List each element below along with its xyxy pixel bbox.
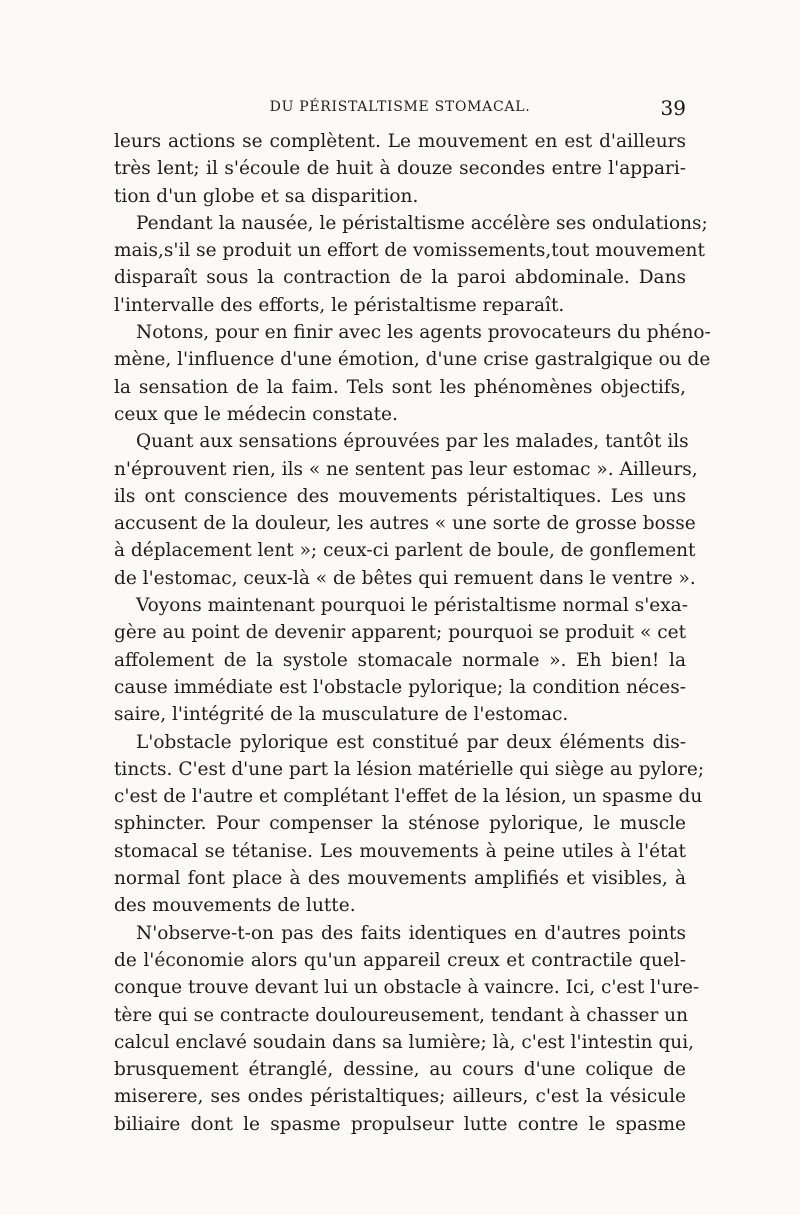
page-number: 39 — [660, 96, 686, 120]
running-head — [114, 98, 686, 124]
body-text — [114, 128, 711, 1138]
text-line: des mouvements de lutte. — [114, 895, 356, 917]
text-line: mène, l'influence d'une émotion, d'une crise gastralgique ou de — [114, 349, 711, 371]
text-line: leurs actions se complètent. Le mouvement en est d'ailleurs — [114, 131, 686, 152]
text-line: N'observe-t-on pas des faits identiques en d'autres points — [136, 922, 686, 944]
text-line: l'intervalle des efforts, le péristaltisme reparaît. — [114, 294, 565, 316]
text-line: ils ont conscience des mouvements péristaltiques. Les uns — [114, 485, 686, 507]
text-line: tion d'un globe et sa disparition. — [114, 185, 419, 207]
text-line: stomacal se tétanise. Les mouvements à peine utiles à l'état — [114, 840, 686, 862]
text-line: très lent; il s'écoule de huit à douze secondes entre l'appari- — [114, 158, 686, 180]
text-line: gère au point de devenir apparent; pourquoi se produit « cet — [114, 622, 686, 644]
text-line: cause immédiate est l'obstacle pylorique; la condition néces- — [114, 676, 686, 698]
text-line: biliaire dont le spasme propulseur lutte contre le spasme — [114, 1113, 686, 1135]
text-line: la sensation de la faim. Tels sont les phénomènes objectifs, — [114, 376, 686, 398]
text-line: Voyons maintenant pourquoi le péristaltisme normal s'exa- — [136, 595, 688, 617]
text-line: Quant aux sensations éprouvées par les malades, tantôt ils — [136, 431, 689, 453]
text-line: brusquement étranglé, dessine, au cours d'une colique de — [114, 1059, 686, 1081]
text-line: de l'économie alors qu'un appareil creux et contractile quel- — [114, 949, 686, 971]
text-line: à déplacement lent »; ceux-ci parlent de boule, de gonflement — [114, 540, 696, 562]
text-line: miserere, ses ondes péristaltiques; ailleurs, c'est la vésicule — [114, 1086, 686, 1108]
text-line: tincts. C'est d'une part la lésion matérielle qui siège au pylore; — [114, 758, 705, 780]
text-line: tère qui se contracte douloureusement, tendant à chasser un — [114, 1004, 688, 1026]
text-line: affolement de la systole stomacale normale ». Eh bien! la — [114, 649, 686, 671]
text-line: disparaît sous la contraction de la paroi abdominale. Dans — [114, 267, 686, 289]
text-line: Notons, pour en finir avec les agents provocateurs du phéno- — [136, 322, 711, 344]
text-line: ceux que le médecin constate. — [114, 403, 398, 425]
running-title: DU PÉRISTALTISME STOMACAL. — [269, 99, 531, 115]
text-line: de l'estomac, ceux-là « de bêtes qui remuent dans le ventre ». — [114, 567, 696, 589]
text-line: n'éprouvent rien, ils « ne sentent pas leur estomac ». Ailleurs, — [114, 458, 698, 480]
text-line: normal font place à des mouvements amplifiés et visibles, à — [114, 868, 686, 890]
text-line: c'est de l'autre et complétant l'effet de la lésion, un spasme du — [114, 786, 703, 808]
text-line: accusent de la douleur, les autres « une sorte de grosse bosse — [114, 513, 696, 535]
text-line: saire, l'intégrité de la musculature de l'estomac. — [114, 704, 569, 726]
text-line: mais,s'il se produit un effort de vomissements,tout mouvement — [114, 240, 705, 262]
text-line: L'obstacle pylorique est constitué par deux éléments dis- — [136, 731, 686, 753]
text-line: sphincter. Pour compenser la sténose pylorique, le muscle — [114, 813, 686, 835]
text-line: Pendant la nausée, le péristaltisme accélère ses ondulations; — [136, 212, 708, 234]
text-line: calcul enclavé soudain dans sa lumière; là, c'est l'intestin qui, — [114, 1031, 694, 1053]
text-line: conque trouve devant lui un obstacle à vaincre. Ici, c'est l'ure- — [114, 977, 700, 999]
